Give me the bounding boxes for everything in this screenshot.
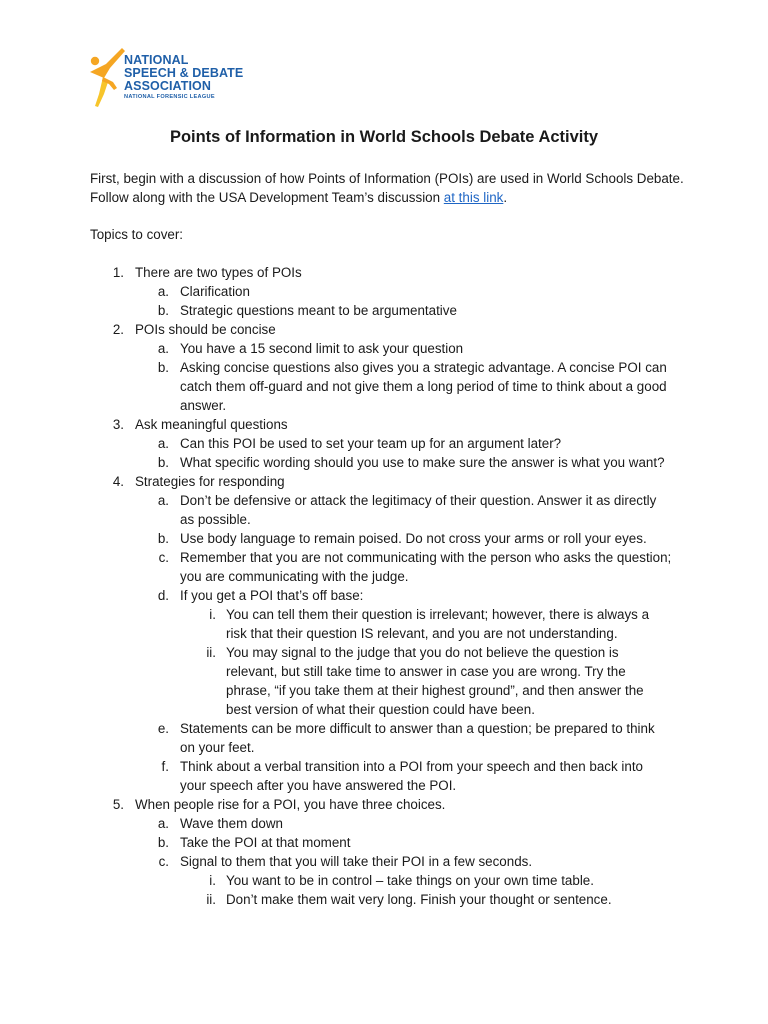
- item-letter: f.: [161, 759, 169, 774]
- item-text: Don’t be defensive or attack the legitimacy of their question. Answer it as directly as possible.: [180, 493, 657, 527]
- item-letter: a.: [157, 493, 169, 508]
- item-roman: i.: [209, 873, 216, 888]
- topics-heading: Topics to cover:: [90, 227, 184, 242]
- item-text: Don’t make them wait very long. Finish your thought or sentence.: [226, 892, 612, 907]
- logo-line-speech-debate: SPEECH & DEBATE: [124, 66, 244, 80]
- item-number: 5.: [112, 797, 124, 812]
- outline-subsubitem: [0, 871, 768, 890]
- item-text: Think about a verbal transition into a POI from your speech and then back into your speech after you have answered the POI.: [180, 759, 643, 793]
- outline-subitem: [0, 719, 768, 757]
- logo-line-national: NATIONAL: [124, 53, 189, 67]
- outline-subitem: [0, 529, 768, 548]
- outline-subitem: [0, 852, 768, 871]
- item-text: Ask meaningful questions: [135, 417, 288, 432]
- item-text: Strategies for responding: [135, 474, 285, 489]
- discussion-link[interactable]: at this link: [443, 190, 504, 205]
- outline-subitem: [0, 301, 768, 320]
- item-text: You can tell them their question is irrelevant; however, there is always a risk that their question IS relevant, and you are not understanding.: [226, 607, 650, 641]
- item-letter: a.: [157, 341, 169, 356]
- item-roman: ii.: [206, 645, 216, 660]
- outline-subitem: [0, 586, 768, 605]
- item-letter: c.: [158, 854, 169, 869]
- outline-item: [0, 320, 768, 339]
- outline-subitem: [0, 358, 768, 415]
- item-text: You may signal to the judge that you do not believe the question is relevant, but still take time to answer in case you are wrong. Try the phrase, “if you take them at their highest ground”, and then answer the best version of what their question could have been.: [226, 645, 644, 717]
- item-text: Statements can be more difficult to answer than a question; be prepared to think on your feet.: [180, 721, 655, 755]
- outline-subitem: [0, 491, 768, 529]
- item-text: Clarification: [180, 284, 250, 299]
- logo-line-association: ASSOCIATION: [124, 79, 211, 93]
- item-text: Asking concise questions also gives you a strategic advantage. A concise POI can catch them off-guard and not give them a long period of time to think about a good answer.: [180, 360, 667, 413]
- item-text: Use body language to remain poised. Do not cross your arms or roll your eyes.: [180, 531, 647, 546]
- intro-paragraph: [90, 169, 690, 207]
- item-letter: e.: [157, 721, 169, 736]
- outline-subsubitem: [0, 605, 768, 643]
- item-letter: b.: [157, 835, 169, 850]
- item-text: You want to be in control – take things on your own time table.: [226, 873, 594, 888]
- item-letter: b.: [157, 360, 169, 375]
- item-text: Remember that you are not communicating with the person who asks the question; you are communicating with the judge.: [180, 550, 672, 584]
- outline-item: [0, 472, 768, 491]
- topics-outline: [0, 263, 768, 909]
- item-text: Signal to them that you will take their POI in a few seconds.: [180, 854, 533, 869]
- outline-subitem: [0, 339, 768, 358]
- outline-item: [0, 263, 768, 282]
- item-text: POIs should be concise: [135, 322, 276, 337]
- nsda-logo: [86, 44, 256, 108]
- outline-subitem: [0, 434, 768, 453]
- outline-item: [0, 795, 768, 814]
- outline-subsubitem: [0, 643, 768, 719]
- item-letter: a.: [157, 436, 169, 451]
- item-number: 2.: [112, 322, 124, 337]
- document-title: Points of Information in World Schools Debate Activity: [169, 128, 599, 146]
- item-letter: b.: [157, 455, 169, 470]
- outline-item: [0, 415, 768, 434]
- intro-text: First, begin with a discussion of how Points of Information (POIs) are used in World Schools Debate. Follow along with the USA Development Team’s discussion: [90, 171, 684, 205]
- item-letter: b.: [157, 303, 169, 318]
- outline-subitem: [0, 814, 768, 833]
- logo-subline: NATIONAL FORENSIC LEAGUE: [124, 94, 215, 100]
- outline-subitem: [0, 548, 768, 586]
- item-text: What specific wording should you use to make sure the answer is what you want?: [180, 455, 665, 470]
- outline-subitem: [0, 282, 768, 301]
- item-text: Can this POI be used to set your team up for an argument later?: [180, 436, 562, 451]
- outline-subitem: [0, 757, 768, 795]
- item-text: When people rise for a POI, you have three choices.: [135, 797, 446, 812]
- item-text: Strategic questions meant to be argumentative: [180, 303, 457, 318]
- item-text: You have a 15 second limit to ask your question: [180, 341, 464, 356]
- item-text: Take the POI at that moment: [180, 835, 351, 850]
- item-number: 4.: [112, 474, 124, 489]
- item-letter: a.: [157, 284, 169, 299]
- item-roman: ii.: [206, 892, 216, 907]
- item-number: 3.: [112, 417, 124, 432]
- item-letter: d.: [157, 588, 169, 603]
- outline-subitem: [0, 453, 768, 472]
- outline-subsubitem: [0, 890, 768, 909]
- item-number: 1.: [112, 265, 124, 280]
- item-text: There are two types of POIs: [135, 265, 302, 280]
- item-letter: a.: [157, 816, 169, 831]
- outline-subitem: [0, 833, 768, 852]
- item-text: If you get a POI that’s off base:: [180, 588, 364, 603]
- item-text: Wave them down: [180, 816, 283, 831]
- item-roman: i.: [209, 607, 216, 622]
- item-letter: c.: [158, 550, 169, 565]
- item-letter: b.: [157, 531, 169, 546]
- intro-period: .: [503, 190, 508, 205]
